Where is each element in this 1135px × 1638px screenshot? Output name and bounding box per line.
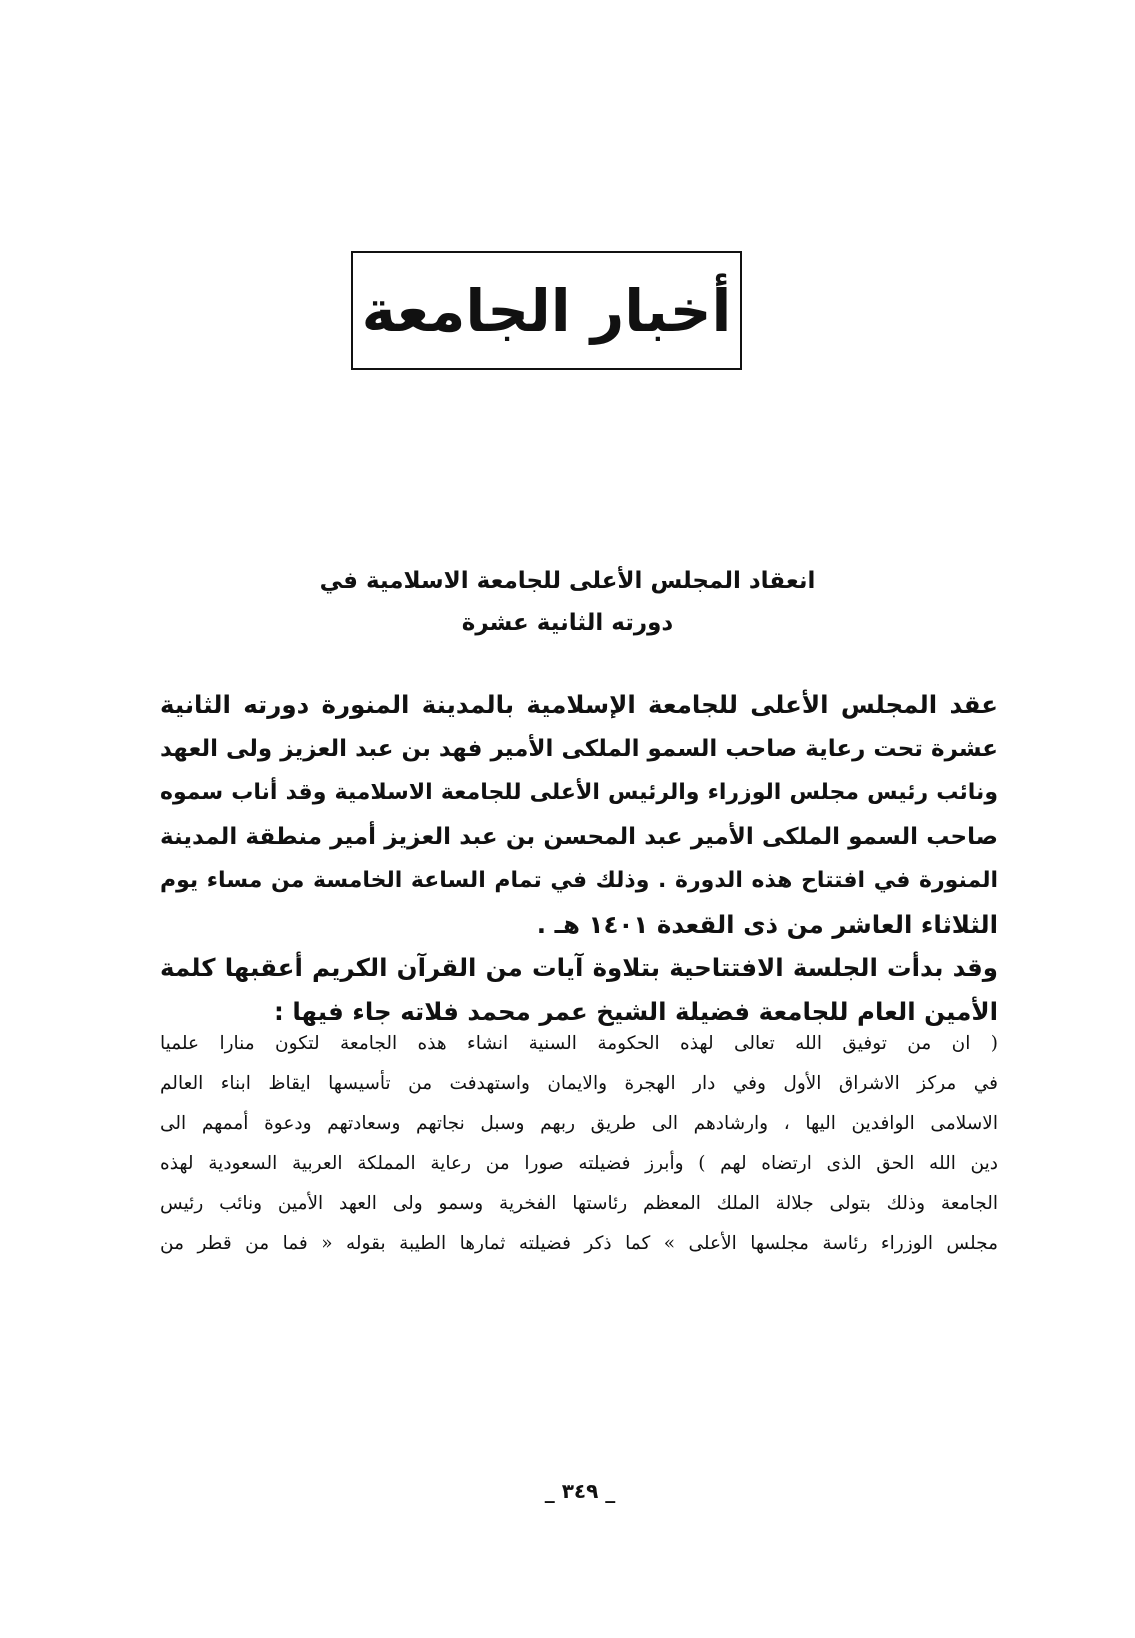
- page-number: _ ٣٤٩ _: [544, 1479, 616, 1503]
- article-subtitle-line-2: دورته الثانية عشرة: [461, 610, 674, 636]
- section-title: أخبار الجامعة: [361, 276, 732, 345]
- article-paragraph-1: [160, 683, 998, 947]
- paragraph-line: الاسلامى الوافدين اليها ، وارشادهم الى طريق ربهم وسبل نجاتهم وسعادتهم ودعوة أممهم الى: [160, 1113, 998, 1134]
- paragraph-line: عقد المجلس الأعلى للجامعة الإسلامية بالمدينة المنورة دورته الثانية: [160, 690, 998, 719]
- article-subtitle-line-1: انعقاد المجلس الأعلى للجامعة الاسلامية في: [319, 568, 816, 594]
- paragraph-line: ونائب رئيس مجلس الوزراء والرئيس الأعلى للجامعة الاسلامية وقد أناب سموه: [160, 780, 998, 805]
- paragraph-line: الأمين العام للجامعة فضيلة الشيخ عمر محمد فلاته جاء فيها :: [274, 997, 998, 1026]
- article-paragraph-2: [160, 946, 998, 1034]
- paragraph-line: دين الله الحق الذى ارتضاه لهم ) وأبرز فضيلته صورا من رعاية المملكة العربية السعودية لهذه: [160, 1153, 998, 1174]
- paragraph-line: الجامعة وذلك بتولى جلالة الملك المعظم رئاستها الفخرية وسمو ولى العهد الأمين ونائب رئيس: [160, 1193, 998, 1214]
- article-quote-paragraph: [160, 1024, 998, 1264]
- section-masthead-box: [351, 251, 742, 370]
- paragraph-line: عشرة تحت رعاية صاحب السمو الملكى الأمير فهد بن عبد العزيز ولى العهد: [160, 736, 998, 762]
- paragraph-line: المنورة في افتتاح هذه الدورة . وذلك في تمام الساعة الخامسة من مساء يوم: [160, 868, 998, 893]
- paragraph-line: الثلاثاء العاشر من ذى القعدة ١٤٠١ هـ .: [536, 910, 998, 939]
- paragraph-line: مجلس الوزراء رئاسة مجلسها الأعلى » كما ذكر فضيلته ثمارها الطيبة بقوله « فما من قطر من: [160, 1233, 998, 1254]
- paragraph-line: في مركز الاشراق الأول وفي دار الهجرة والايمان واستهدفت من تأسيسها ايقاظ ابناء العالم: [160, 1073, 999, 1094]
- paragraph-line: وقد بدأت الجلسة الافتتاحية بتلاوة آيات من القرآن الكريم أعقبها كلمة: [160, 953, 998, 982]
- paragraph-line: صاحب السمو الملكى الأمير عبد المحسن بن عبد العزيز أمير منطقة المدينة: [160, 824, 998, 850]
- paragraph-line: ( ان من توفيق الله تعالى لهذه الحكومة السنية انشاء هذه الجامعة لتكون منارا علميا: [160, 1033, 998, 1054]
